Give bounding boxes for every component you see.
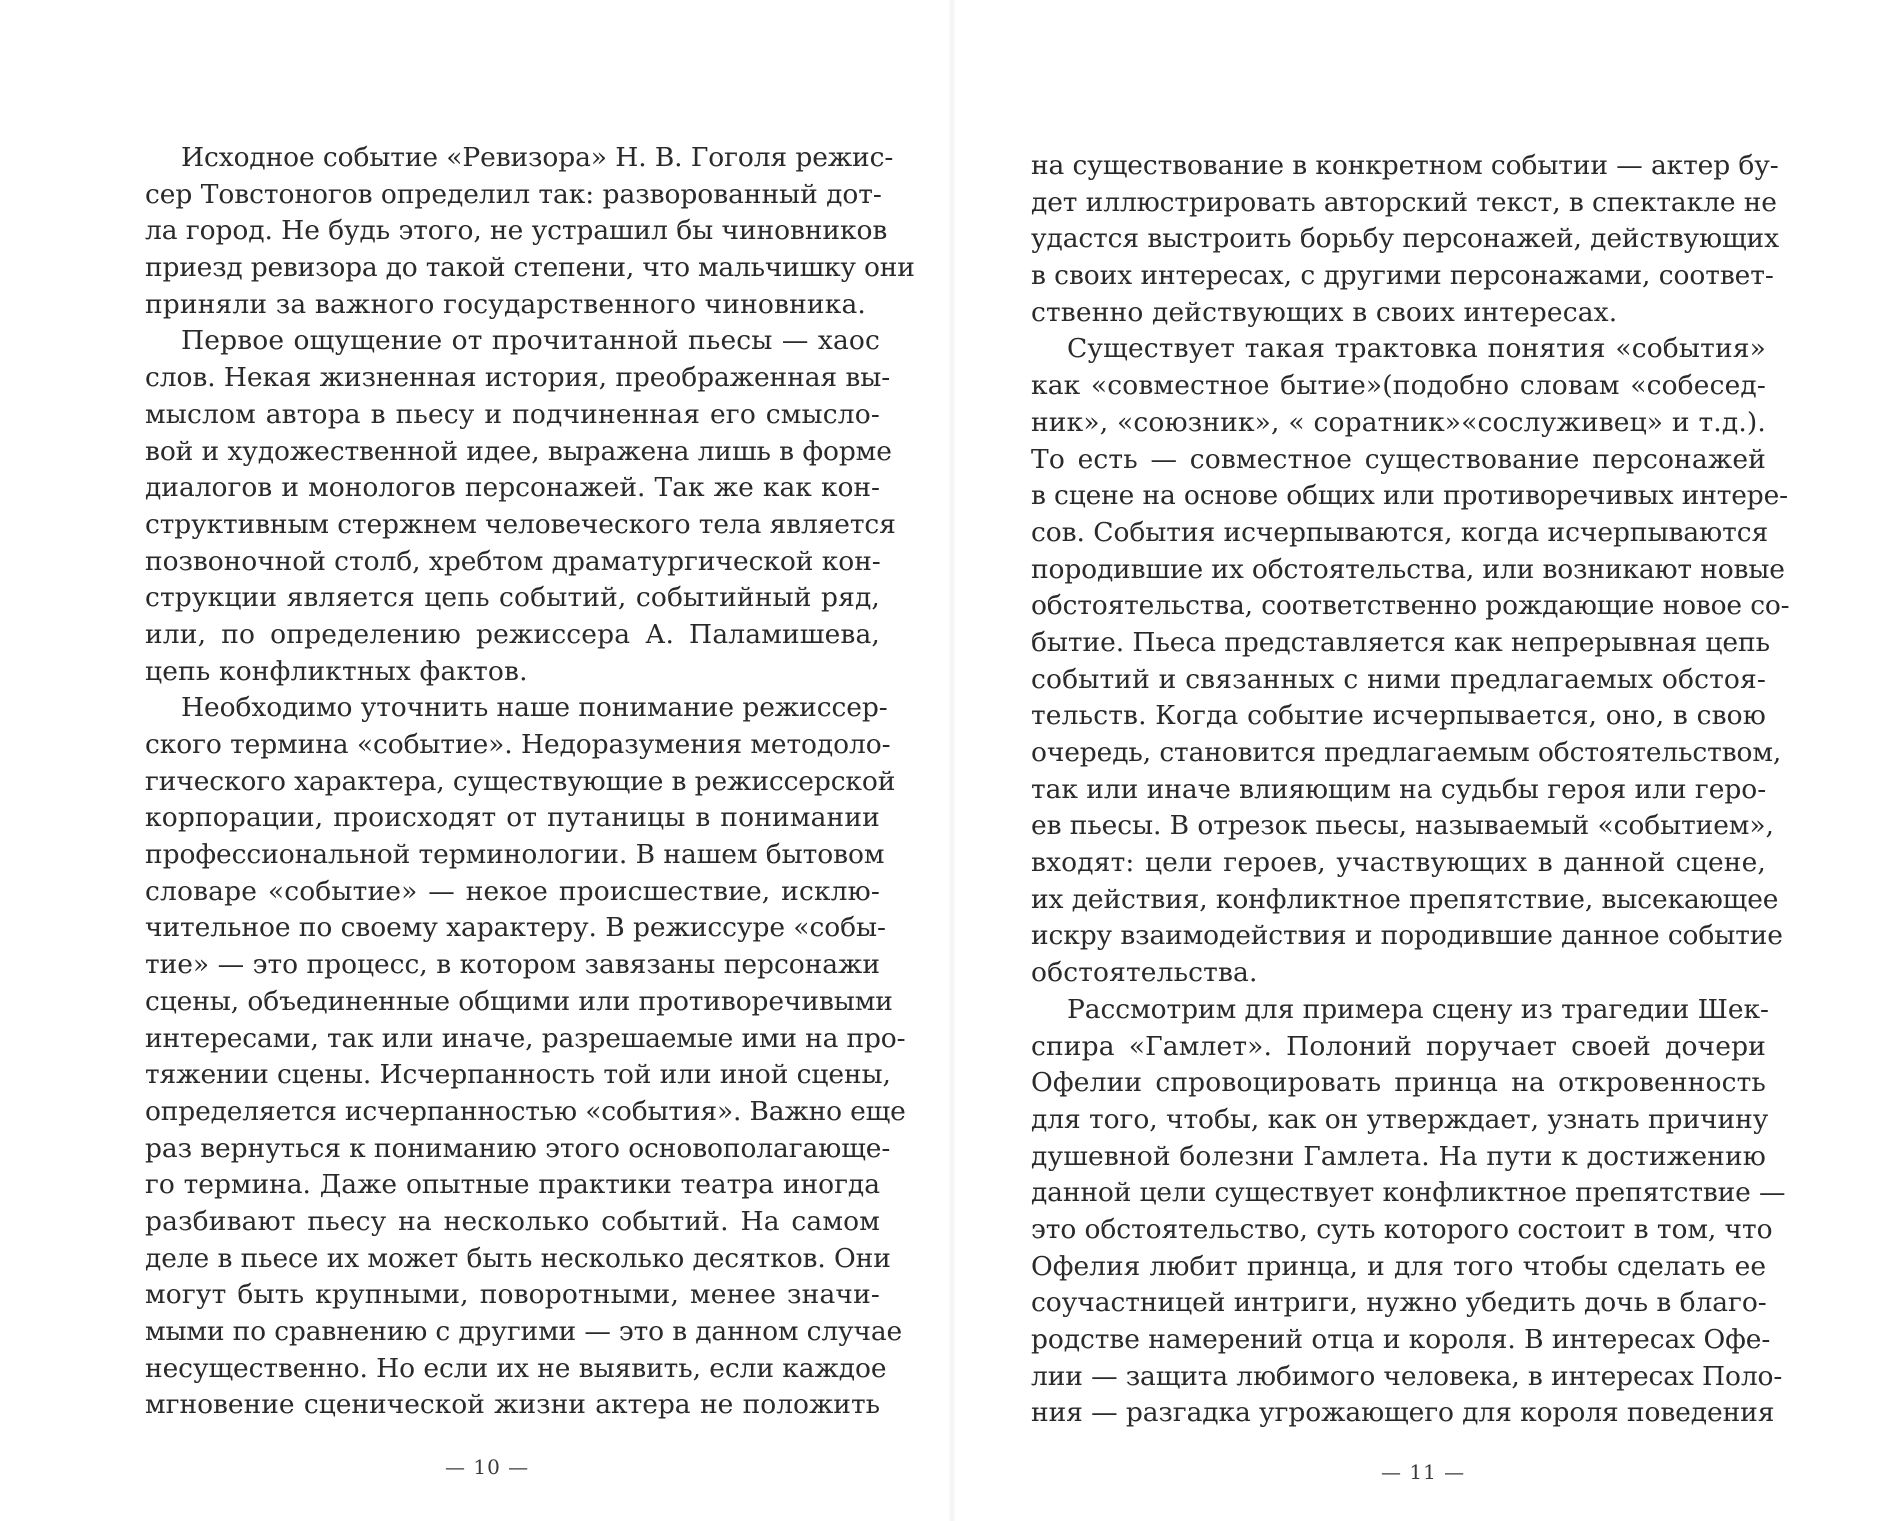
page-number: — 11 — xyxy=(1381,1460,1466,1484)
text-line: слов. Некая жизненная история, преображенная вы- xyxy=(145,362,891,394)
text-line: ник», «союзник», « соратник»«сослуживец» и т.д.). xyxy=(1031,406,1766,438)
right-page-text xyxy=(1031,148,1790,1432)
text-line: бытие. Пьеса представляется как непрерывная цепь xyxy=(1031,626,1770,658)
text-line: обстоятельства, соответственно рождающие новое со- xyxy=(1031,590,1790,622)
text-line: ла город. Не будь этого, не устрашил бы чиновников xyxy=(145,215,888,247)
text-line: Офелия любит принца, и для того чтобы сделать ее xyxy=(1031,1250,1766,1282)
text-line: тельств. Когда событие исчерпывается, оно, в свою xyxy=(1031,700,1766,732)
text-line: в сцене на основе общих или противоречивых интере- xyxy=(1031,480,1788,512)
text-line: Необходимо уточнить наше понимание режиссер- xyxy=(181,692,888,724)
text-line: мгновение сценической жизни актера не положить xyxy=(145,1389,880,1421)
text-line: входят: цели героев, участвующих в данной сцене, xyxy=(1031,847,1766,879)
text-line: событий и связанных с ними предлагаемых обстоя- xyxy=(1031,663,1766,695)
text-line: соучастницей интриги, нужно убедить дочь в благо- xyxy=(1031,1287,1767,1319)
text-line: обстоятельства. xyxy=(1031,957,1258,989)
text-line: цепь конфликтных фактов. xyxy=(145,655,528,687)
text-line: сов. События исчерпываются, когда исчерпываются xyxy=(1031,516,1769,548)
text-line: тяжении сцены. Исчерпанность той или иной сцены, xyxy=(145,1059,891,1091)
text-line: породившие их обстоятельства, или возникают новые xyxy=(1031,553,1785,585)
text-line: ского термина «событие». Недоразумения методоло- xyxy=(145,729,891,760)
text-line: чительное по своему характеру. В режиссуре «собы- xyxy=(145,912,886,944)
text-line: тие» — это процесс, в котором завязаны персонажи xyxy=(145,949,880,981)
text-line: приняли за важного государственного чиновника. xyxy=(145,288,866,320)
text-line: или, по определению режиссера А. Паламишева, xyxy=(145,618,880,650)
text-line: для того, чтобы, как он утверждает, узнать причину xyxy=(1031,1103,1769,1135)
text-line: дет иллюстрировать авторский текст, в спектакле не xyxy=(1031,186,1777,218)
left-page xyxy=(0,0,951,1521)
text-line: родстве намерений отца и короля. В интересах Офе- xyxy=(1031,1324,1771,1355)
text-line: раз вернуться к пониманию этого основополагающе- xyxy=(145,1132,891,1164)
text-line: определяется исчерпанностью «события». Важно еще xyxy=(145,1095,906,1127)
text-line: несущественно. Но если их не выявить, если каждое xyxy=(145,1352,887,1384)
text-line: Исходное событие «Ревизора» Н. В. Гоголя режис- xyxy=(181,142,894,173)
text-line: позвоночной столб, хребтом драматургической кон- xyxy=(145,545,881,577)
text-line: ния — разгадка угрожающего для короля поведения xyxy=(1031,1397,1775,1429)
text-line: разбивают пьесу на несколько событий. На самом xyxy=(145,1205,880,1237)
text-line: Рассмотрим для примера сцену из трагедии Шек- xyxy=(1067,993,1769,1025)
text-line: Существует такая трактовка понятия «события» xyxy=(1067,333,1766,365)
text-line: профессиональной терминологии. В нашем бытовом xyxy=(145,839,885,871)
text-line: приезд ревизора до такой степени, что мальчишку они xyxy=(145,252,915,284)
text-line: так или иначе влияющим на судьбы героя или геро- xyxy=(1031,773,1767,805)
text-line: это обстоятельство, суть которого состоит в том, что xyxy=(1031,1213,1773,1245)
text-line: вой и художественной идее, выражена лишь в форме xyxy=(145,435,892,467)
text-line: структивным стержнем человеческого тела является xyxy=(145,508,896,540)
text-line: сцены, объединенные общими или противоречивыми xyxy=(145,985,893,1017)
text-line: как «совместное бытие»(подобно словам «собесед- xyxy=(1031,370,1766,402)
text-line: ственно действующих в своих интересах. xyxy=(1031,296,1618,328)
text-line: душевной болезни Гамлета. На пути к достижению xyxy=(1031,1140,1766,1172)
text-line: мыслом автора в пьесу и подчиненная его смысло- xyxy=(145,398,880,430)
text-line: мыми по сравнению с другими — это в данном случае xyxy=(145,1316,903,1347)
text-line: деле в пьесе их может быть несколько десятков. Они xyxy=(145,1242,891,1274)
left-page-text xyxy=(145,140,915,1424)
text-line: очередь, становится предлагаемым обстоятельством, xyxy=(1031,737,1782,768)
right-page xyxy=(951,0,1903,1521)
text-line: на существование в конкретном событии — актер бу- xyxy=(1031,150,1779,181)
text-line: словаре «событие» — некое происшествие, исклю- xyxy=(145,875,880,907)
text-line: искру взаимодействия и породившие данное событие xyxy=(1031,920,1783,952)
text-line: в своих интересах, с другими персонажами, соответ- xyxy=(1031,260,1774,292)
text-line: струкции является цепь событий, событийный ряд, xyxy=(145,582,880,614)
text-line: данной цели существует конфликтное препятствие — xyxy=(1031,1177,1786,1209)
text-line: сер Товстоногов определил так: разворованный дот- xyxy=(145,178,882,210)
text-line: ев пьесы. В отрезок пьесы, называемый «событием», xyxy=(1031,810,1774,842)
text-line: корпорации, происходят от путаницы в понимании xyxy=(145,802,880,834)
text-line: То есть — совместное существование персонажей xyxy=(1031,443,1766,475)
text-line: гического характера, существующие в режиссерской xyxy=(145,765,896,797)
text-line: интересами, так или иначе, разрешаемые ими на про- xyxy=(145,1022,906,1054)
text-line: их действия, конфликтное препятствие, высекающее xyxy=(1031,883,1779,915)
text-line: лии — защита любимого человека, в интересах Поло- xyxy=(1031,1360,1783,1392)
page-number: — 10 — xyxy=(445,1455,530,1479)
text-line: удастся выстроить борьбу персонажей, действующих xyxy=(1031,223,1779,255)
text-line: го термина. Даже опытные практики театра иногда xyxy=(145,1169,880,1201)
text-line: спира «Гамлет». Полоний поручает своей дочери xyxy=(1031,1030,1766,1062)
text-line: могут быть крупными, поворотными, менее значи- xyxy=(145,1279,880,1311)
text-line: Офелии спровоцировать принца на откровенность xyxy=(1031,1067,1766,1099)
text-line: диалогов и монологов персонажей. Так же как кон- xyxy=(145,472,880,504)
text-line: Первое ощущение от прочитанной пьесы — хаос xyxy=(181,325,880,357)
